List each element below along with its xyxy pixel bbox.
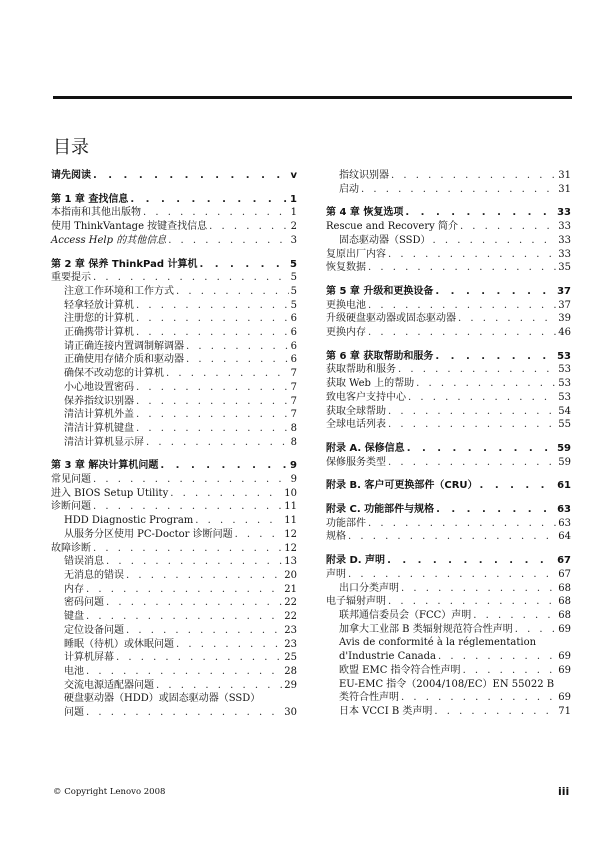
toc-chapter-heading[interactable] [326, 350, 571, 364]
toc-entry[interactable] [326, 418, 571, 432]
toc-page-number: 3 [290, 234, 297, 246]
toc-entry[interactable] [51, 583, 297, 597]
toc-entry[interactable] [326, 595, 571, 609]
toc-leader-dots [93, 500, 282, 514]
toc-chapter-heading[interactable] [326, 503, 571, 517]
toc-leader-dots [368, 261, 556, 275]
toc-leader-dots [388, 418, 556, 432]
toc-leader-dots [166, 367, 289, 381]
toc-entry[interactable] [326, 623, 571, 637]
toc-page-number: 2 [290, 221, 297, 233]
toc-leader-dots [398, 363, 556, 377]
toc-entry-title: 计算机屏幕 [64, 652, 114, 664]
toc-entry-title: 注册您的计算机 [64, 313, 134, 325]
toc-entry-title: 定位设备问题 [64, 624, 124, 636]
toc-leader-dots [160, 459, 288, 473]
toc-entry[interactable] [326, 636, 571, 650]
toc-page-number: 1 [290, 207, 297, 219]
toc-page-number: 53 [558, 378, 571, 390]
toc-page-number: 39 [558, 313, 571, 325]
toc-page-number: 46 [558, 327, 571, 339]
toc-entry[interactable] [51, 340, 297, 354]
toc-entry[interactable] [51, 692, 297, 706]
toc-entry[interactable] [326, 299, 571, 313]
toc-leader-dots [136, 381, 289, 395]
toc-entry[interactable] [326, 705, 571, 719]
toc-entry-title: 声明 [326, 568, 346, 580]
page-title: 目录 [53, 137, 89, 158]
toc-entry-title: 致电客户支持中心 [326, 391, 406, 403]
toc-leader-dots [407, 442, 555, 456]
toc-entry-title: 睡眠（待机）或休眠问题 [64, 638, 174, 650]
toc-entry-title: 固态驱动器（SSD） [339, 234, 431, 246]
toc-chapter-heading[interactable] [326, 206, 571, 220]
toc-entry-title: 附录 C. 功能部件与规格 [326, 504, 435, 516]
toc-entry[interactable] [326, 363, 571, 377]
toc-page-number: 20 [284, 569, 297, 581]
toc-leader-dots [556, 678, 569, 692]
toc-page-number: 22 [284, 597, 297, 609]
toc-entry[interactable] [326, 377, 571, 391]
toc-leader-dots [136, 422, 289, 436]
toc-page-number: 69 [558, 664, 571, 676]
toc-leader-dots [388, 456, 556, 470]
toc-leader-dots [199, 258, 288, 272]
page-number: iii [558, 785, 570, 798]
toc-entry[interactable] [326, 248, 571, 262]
toc-entry[interactable] [51, 596, 297, 610]
toc-leader-dots [156, 679, 282, 693]
toc-entry[interactable] [51, 514, 297, 528]
toc-page-number: 37 [557, 285, 571, 297]
toc-page-number: 59 [558, 456, 571, 468]
toc-leader-dots [473, 609, 556, 623]
toc-entry-title: 指纹识别器 [339, 170, 389, 181]
toc-page-number: 33 [558, 234, 571, 246]
toc-entry-title: 正确携带计算机 [64, 327, 134, 339]
toc-entry[interactable] [326, 220, 571, 234]
toc-entry[interactable] [326, 312, 571, 326]
toc-page-number: 5 [290, 272, 297, 284]
toc-page-number: 33 [558, 248, 571, 260]
toc-chapter-heading[interactable] [326, 554, 571, 568]
toc-entry-title: 附录 D. 声明 [326, 555, 386, 567]
toc-entry-title: 启动 [339, 183, 359, 195]
toc-entry-title: 清洁计算机显示屏 [64, 436, 144, 448]
toc-page-number: 71 [558, 705, 571, 717]
toc-entry[interactable] [51, 312, 297, 326]
toc-entry-title: 附录 B. 客户可更换部件（CRU） [326, 480, 478, 492]
toc-column-left [51, 169, 297, 720]
toc-leader-dots [368, 326, 556, 340]
toc-entry-title: 复原出厂内容 [326, 248, 386, 260]
toc-page-number: 53 [558, 364, 571, 376]
toc-entry-title: 清洁计算机外盖 [64, 409, 134, 421]
toc-leader-dots [235, 528, 283, 542]
toc-leader-dots [416, 377, 556, 391]
toc-chapter-heading[interactable] [51, 459, 297, 473]
toc-entry[interactable] [326, 517, 571, 531]
toc-page-number: 1 [290, 193, 297, 205]
toc-column-right [326, 169, 571, 719]
toc-entry-title: 获取 Web 上的帮助 [326, 378, 415, 390]
toc-entry-title: 问题 [64, 707, 84, 719]
toc-entry[interactable] [326, 609, 571, 623]
toc-leader-dots [361, 183, 556, 197]
toc-leader-dots [106, 555, 282, 569]
toc-entry-title: EU-EMC 指令（2004/108/EC）EN 55022 B [339, 678, 555, 690]
toc-entry-title: 第 2 章 保养 ThinkPad 计算机 [51, 258, 198, 270]
toc-page-number: 67 [557, 555, 571, 567]
toc-leader-dots [126, 624, 282, 638]
toc-page-number: 6 [290, 354, 297, 366]
toc-entry-title: 电子辐射声明 [326, 596, 386, 608]
toc-entry[interactable] [326, 456, 571, 470]
toc-page-number: 22 [284, 611, 297, 623]
toc-page-number: 53 [558, 391, 571, 403]
toc-page-number: 9 [290, 460, 297, 472]
toc-entry[interactable] [51, 234, 297, 248]
toc-entry-title: 重要提示 [51, 272, 91, 284]
toc-leader-dots [86, 583, 282, 597]
toc-page-number: 6 [290, 313, 297, 325]
toc-page-number: 33 [557, 207, 571, 219]
toc-leader-dots [401, 691, 556, 705]
toc-entry[interactable] [51, 528, 297, 542]
toc-leader-dots [368, 517, 556, 531]
toc-page-number: 10 [284, 487, 297, 499]
toc-page-number: 7 [290, 381, 297, 393]
toc-page-number: 64 [558, 531, 571, 543]
toc-entry-title: 请先阅读 [51, 170, 91, 181]
toc-chapter-heading[interactable] [326, 442, 571, 456]
toc-page-number: 69 [558, 651, 571, 663]
toc-entry[interactable] [51, 422, 297, 436]
toc-entry-title: 常见问题 [51, 474, 91, 486]
toc-leader-dots [186, 353, 289, 367]
toc-page-number: 25 [284, 652, 297, 664]
toc-entry-title: 欧盟 EMC 指令符合性声明 [339, 664, 461, 676]
toc-leader-dots [170, 487, 282, 501]
toc-leader-dots [176, 638, 282, 652]
toc-entry[interactable] [326, 582, 571, 596]
toc-entry-title: 规格 [326, 531, 346, 543]
toc-entry-title: 键盘 [64, 611, 84, 623]
toc-leader-dots [93, 473, 289, 487]
toc-page-number: 67 [558, 568, 571, 580]
toc-leader-dots [195, 514, 282, 528]
toc-leader-dots [348, 530, 556, 544]
toc-entry-title: 密码问题 [64, 597, 104, 609]
toc-page-number: 8 [290, 436, 297, 448]
toc-page-number: 23 [284, 638, 297, 650]
toc-page-number: 55 [558, 419, 571, 431]
toc-page-number: 11 [284, 501, 297, 513]
toc-page-number: 28 [284, 665, 297, 677]
toc-leader-dots [106, 596, 282, 610]
toc-page-number: 68 [558, 582, 571, 594]
toc-leader-dots [463, 664, 557, 678]
toc-entry[interactable] [51, 367, 297, 381]
toc-entry-title: 升级硬盘驱动器或固态驱动器 [326, 313, 456, 325]
toc-entry-title: 功能部件 [326, 517, 366, 529]
toc-entry[interactable] [51, 679, 297, 693]
toc-page-number: 13 [284, 556, 297, 568]
toc-leader-dots [405, 206, 555, 220]
toc-entry-title: 恢复数据 [326, 262, 366, 274]
toc-leader-dots [93, 271, 289, 285]
toc-entry-title: 保修服务类型 [326, 456, 386, 468]
toc-entry[interactable] [326, 691, 571, 705]
toc-entry[interactable] [51, 473, 297, 487]
toc-leader-dots [436, 503, 555, 517]
toc-leader-dots [348, 568, 556, 582]
toc-entry[interactable] [326, 261, 571, 275]
toc-chapter-heading[interactable] [51, 193, 297, 207]
toc-entry[interactable] [51, 271, 297, 285]
toc-leader-dots [136, 395, 289, 409]
toc-page-number: 33 [558, 221, 571, 233]
toc-page-number: 9 [290, 474, 297, 486]
toc-page-number: 11 [284, 515, 297, 527]
toc-entry[interactable] [51, 638, 297, 652]
toc-leader-dots [460, 220, 556, 234]
toc-entry-title: 电池 [64, 665, 84, 677]
toc-entry-title: 保养指纹识别器 [64, 395, 134, 407]
toc-leader-dots [86, 610, 282, 624]
toc-leader-dots [126, 569, 282, 583]
toc-page-number: 5 [290, 299, 297, 311]
toc-leader-dots [434, 705, 556, 719]
toc-page-number: 23 [284, 624, 297, 636]
toc-entry-title: Access Help 的其他信息 [51, 234, 167, 246]
toc-page-number: 8 [290, 422, 297, 434]
toc-leader-dots [435, 285, 555, 299]
toc-entry-title: 轻拿轻放计算机 [64, 299, 134, 311]
toc-entry[interactable] [51, 381, 297, 395]
toc-entry[interactable] [51, 500, 297, 514]
toc-entry-title: 获取全球帮助 [326, 405, 386, 417]
toc-entry[interactable] [51, 706, 297, 720]
toc-page-number: v [290, 170, 297, 181]
toc-entry[interactable] [51, 395, 297, 409]
toc-page-number: 69 [558, 692, 571, 704]
toc-page-number: 21 [284, 583, 297, 595]
toc-leader-dots [435, 350, 555, 364]
toc-entry-title: 确保不改动您的计算机 [64, 368, 164, 380]
toc-leader-dots [136, 312, 289, 326]
toc-page-number: 31 [558, 183, 571, 195]
toc-entry-title: 日本 VCCI B 类声明 [339, 705, 433, 717]
toc-page-number: 37 [558, 299, 571, 311]
toc-page-number: 54 [558, 405, 571, 417]
toc-leader-dots [438, 650, 556, 664]
toc-entry[interactable] [326, 405, 571, 419]
toc-entry[interactable] [326, 169, 571, 183]
toc-entry-title: 第 5 章 升级和更换设备 [326, 285, 434, 297]
toc-entry-title: 附录 A. 保修信息 [326, 442, 405, 454]
toc-entry[interactable] [51, 326, 297, 340]
toc-page-number: 6 [290, 327, 297, 339]
toc-entry-title: 内存 [64, 583, 84, 595]
toc-entry[interactable] [51, 206, 297, 220]
toc-entry-title: HDD Diagnostic Program [64, 515, 194, 527]
toc-entry-title: Avis de conformité à la réglementation [339, 637, 537, 649]
toc-leader-dots [388, 595, 556, 609]
toc-leader-dots [388, 405, 556, 419]
toc-leader-dots [86, 706, 282, 720]
toc-page-number: 61 [557, 480, 571, 492]
toc-page-number: 7 [290, 368, 297, 380]
toc-page-number: 5 [290, 258, 297, 270]
toc-page-number: 12 [284, 528, 297, 540]
toc-entry[interactable] [51, 487, 297, 501]
toc-leader-dots [168, 234, 288, 248]
toc-leader-dots [391, 169, 556, 183]
toc-leader-dots [458, 312, 556, 326]
toc-entry-title: 第 6 章 获取帮助和服务 [326, 350, 434, 362]
toc-page-number: 12 [284, 542, 297, 554]
toc-leader-dots [538, 636, 569, 650]
toc-leader-dots [146, 436, 289, 450]
toc-leader-dots [130, 193, 288, 207]
toc-entry-title: 故障诊断 [51, 542, 91, 554]
toc-entry-title: 错误消息 [64, 556, 104, 568]
toc-page-number: 5 [290, 285, 297, 297]
toc-page-number: 7 [290, 409, 297, 421]
toc-entry[interactable] [51, 569, 297, 583]
toc-page-number: 63 [558, 517, 571, 529]
toc-entry-title: 小心地设置密码 [64, 381, 134, 393]
toc-leader-dots [388, 248, 556, 262]
toc-page-number: 68 [558, 596, 571, 608]
toc-page-number: 31 [558, 170, 571, 181]
toc-entry[interactable] [326, 568, 571, 582]
toc-page-number: 59 [557, 442, 571, 454]
toc-page-number: 35 [558, 262, 571, 274]
toc-chapter-heading[interactable] [326, 479, 571, 493]
toc-leader-dots [515, 623, 557, 637]
toc-entry-title: 使用 ThinkVantage 按键查找信息 [51, 221, 208, 233]
toc-entry-title: 联邦通信委员会（FCC）声明 [339, 609, 472, 621]
toc-entry-title: 从服务分区使用 PC-Doctor 诊断问题 [64, 528, 233, 540]
toc-entry[interactable] [326, 530, 571, 544]
toc-leader-dots [408, 391, 556, 405]
header-rule [53, 96, 572, 99]
copyright-notice: © Copyright Lenovo 2008 [53, 787, 166, 797]
toc-entry-title: 加拿大工业部 B 类辐射规范符合性声明 [339, 623, 513, 635]
toc-entry[interactable] [51, 555, 297, 569]
toc-entry-title: 进入 BIOS Setup Utility [51, 487, 169, 499]
toc-entry[interactable] [326, 326, 571, 340]
toc-leader-dots [116, 651, 282, 665]
toc-entry-title: d'Industrie Canada [339, 651, 436, 663]
toc-chapter-heading[interactable] [51, 169, 297, 183]
toc-entry-title: 获取帮助和服务 [326, 364, 396, 376]
toc-page-number: 30 [284, 707, 297, 719]
toc-entry-title: 更换内存 [326, 327, 366, 339]
toc-leader-dots [186, 340, 289, 354]
toc-page-number: 7 [290, 395, 297, 407]
toc-entry-title: 清洁计算机键盘 [64, 422, 134, 434]
toc-entry[interactable] [51, 436, 297, 450]
toc-entry-title: 更换电池 [326, 299, 366, 311]
toc-entry-title: 本指南和其他出版物 [51, 207, 141, 219]
toc-entry[interactable] [326, 183, 571, 197]
toc-entry[interactable] [51, 651, 297, 665]
toc-entry[interactable] [51, 624, 297, 638]
toc-entry-title: 类符合性声明 [339, 692, 399, 704]
toc-entry[interactable] [326, 650, 571, 664]
toc-entry-title: 第 1 章 查找信息 [51, 193, 129, 205]
toc-leader-dots [136, 299, 289, 313]
toc-leader-dots [368, 299, 556, 313]
toc-leader-dots [93, 542, 282, 556]
toc-entry-title: 第 4 章 恢复选项 [326, 207, 404, 219]
toc-page-number: 53 [557, 350, 571, 362]
toc-leader-dots [136, 326, 289, 340]
toc-page-number: 63 [557, 504, 571, 516]
toc-leader-dots [433, 234, 557, 248]
toc-entry-title: 硬盘驱动器（HDD）或固态驱动器（SSD） [64, 693, 261, 705]
toc-entry[interactable] [51, 299, 297, 313]
toc-entry[interactable] [326, 664, 571, 678]
toc-page-number: 6 [290, 340, 297, 352]
toc-entry[interactable] [326, 234, 571, 248]
toc-entry[interactable] [51, 353, 297, 367]
toc-leader-dots [136, 408, 289, 422]
toc-entry[interactable] [51, 610, 297, 624]
toc-leader-dots [93, 169, 288, 183]
toc-leader-dots [387, 554, 555, 568]
toc-entry[interactable] [326, 678, 571, 692]
toc-entry[interactable] [51, 665, 297, 679]
toc-chapter-heading[interactable] [326, 285, 571, 299]
toc-entry[interactable] [326, 391, 571, 405]
toc-leader-dots [86, 665, 282, 679]
toc-entry[interactable] [51, 408, 297, 422]
toc-entry-title: 第 3 章 解决计算机问题 [51, 460, 159, 472]
toc-entry[interactable] [51, 542, 297, 556]
toc-entry-title: 注意工作环境和工作方式 [64, 285, 174, 297]
toc-entry-title: 交流电源适配器问题 [64, 679, 154, 691]
toc-entry-title: 全球电话列表 [326, 419, 386, 431]
toc-entry-title: 诊断问题 [51, 501, 91, 513]
toc-leader-dots [262, 692, 295, 706]
toc-chapter-heading[interactable] [51, 258, 297, 272]
toc-entry[interactable] [51, 285, 297, 299]
toc-leader-dots [480, 479, 556, 493]
toc-leader-dots [401, 582, 556, 596]
toc-entry-title: 无消息的错误 [64, 569, 124, 581]
toc-entry-title: Rescue and Recovery 简介 [326, 221, 458, 233]
toc-page-number: 68 [558, 609, 571, 621]
toc-page-number: 29 [284, 679, 297, 691]
toc-entry-title: 正确使用存储介质和驱动器 [64, 354, 184, 366]
toc-entry-title: 请正确连接内置调制解调器 [64, 340, 184, 352]
toc-leader-dots [209, 220, 288, 234]
toc-entry-title: 出口分类声明 [339, 582, 399, 594]
toc-entry[interactable] [51, 220, 297, 234]
toc-leader-dots [176, 285, 289, 299]
toc-leader-dots [143, 206, 289, 220]
toc-page-number: 69 [558, 623, 571, 635]
